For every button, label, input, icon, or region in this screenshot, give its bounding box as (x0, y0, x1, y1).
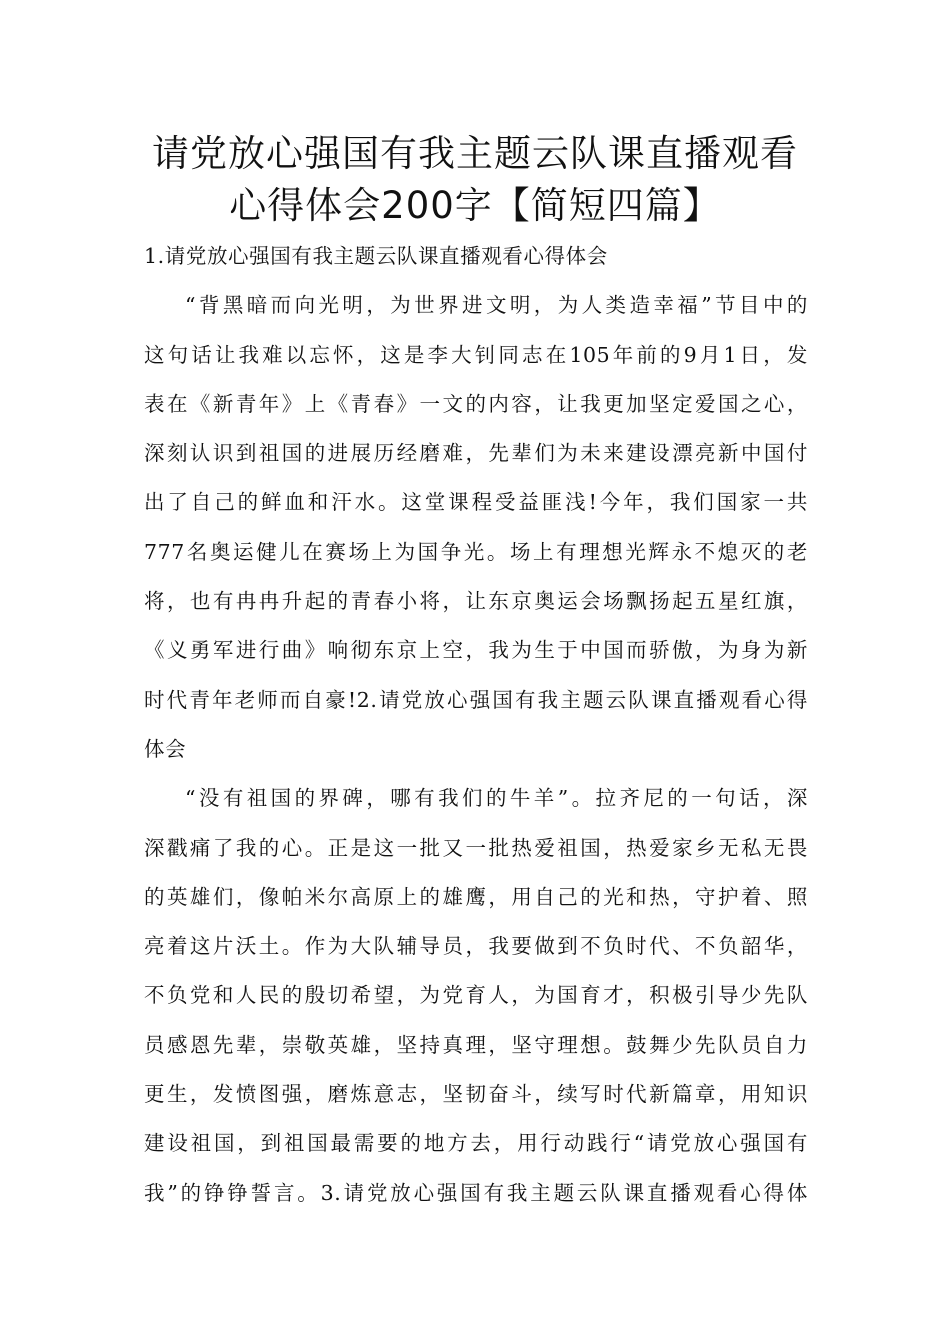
body-line: 亮着这片沃土。作为大队辅导员，我要做到不负时代、不负韶华， (144, 934, 808, 959)
title-line-2: 心得体会200字【简短四篇】 (229, 184, 721, 227)
body-line: 这句话让我难以忘怀，这是李大钊同志在105年前的9月1日，发 (144, 342, 808, 367)
body-line: 深戳痛了我的心。正是这一批又一批热爱祖国，热爱家乡无私无畏 (144, 835, 808, 860)
body-line: 建设祖国，到祖国最需要的地方去，用行动践行“请党放心强国有 (144, 1131, 808, 1156)
document-title (120, 128, 830, 232)
body-line: 将，也有冉冉升起的青春小将，让东京奥运会场飘扬起五星红旗， (144, 589, 808, 614)
body-line: 《义勇军进行曲》响彻东京上空，我为生于中国而骄傲，为身为新 (144, 638, 808, 663)
body-line: 表在《新青年》上《青春》一文的内容，让我更加坚定爱国之心， (144, 391, 808, 416)
body-line: 更生，发愤图强，磨炼意志，坚韧奋斗，续写时代新篇章，用知识 (144, 1082, 808, 1107)
body-line: 深刻认识到祖国的进展历经磨难，先辈们为未来建设漂亮新中国付 (144, 441, 808, 466)
body-line: 777名奥运健儿在赛场上为国争光。场上有理想光辉永不熄灭的老 (144, 539, 808, 564)
body-line: 体会 (144, 736, 187, 761)
body-line: 不负党和人民的殷切希望，为党育人，为国育才，积极引导少先队 (144, 983, 808, 1008)
body-line: 出了自己的鲜血和汗水。这堂课程受益匪浅!今年，我们国家一共 (144, 490, 808, 515)
body-line: “没有祖国的界碑，哪有我们的牛羊”。拉齐尼的一句话，深 (185, 786, 808, 811)
body-line: 员感恩先辈，崇敬英雄，坚持真理，坚守理想。鼓舞少先队员自力 (144, 1032, 808, 1057)
body-line: 1.请党放心强国有我主题云队课直播观看心得体会 (144, 244, 608, 268)
body-line: 我”的铮铮誓言。3.请党放心强国有我主题云队课直播观看心得体 (144, 1180, 808, 1205)
document-body (144, 232, 808, 1218)
title-line-1: 请党放心强国有我主题云队课直播观看 (152, 132, 798, 175)
body-line: 时代青年老师而自豪!2.请党放心强国有我主题云队课直播观看心得 (144, 687, 808, 712)
body-line: 的英雄们，像帕米尔高原上的雄鹰，用自己的光和热，守护着、照 (144, 884, 808, 909)
body-line: “背黑暗而向光明，为世界进文明，为人类造幸福”节目中的 (185, 293, 808, 318)
